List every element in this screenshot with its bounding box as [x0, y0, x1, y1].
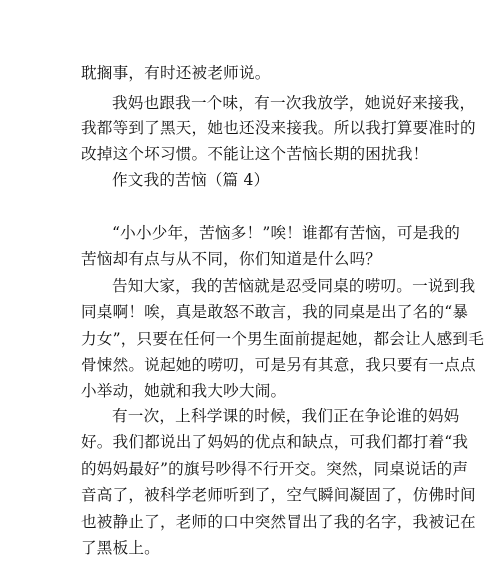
text-line: 告知大家，我的苦恼就是忍受同桌的唠叨。一说到我: [112, 277, 476, 295]
text-line: 也被静止了，老师的口中突然冒出了我的名字，我被记在: [81, 513, 476, 531]
text-line: 力女”，只要在任何一个男生面前提起她，都会让人感到毛: [81, 330, 485, 348]
text-line: 小举动，她就和我大吵大闹。: [81, 382, 287, 400]
text-line: 了黑板上。: [81, 539, 160, 557]
text-line: 的妈妈最好”的旗号吵得不行开交。突然，同桌说话的声: [81, 460, 469, 478]
section-heading: 作文我的苦恼（篇 4）: [112, 171, 270, 189]
text-line: 音高了，被科学老师听到了，空气瞬间凝固了，仿佛时间: [81, 486, 476, 504]
text-line: 有一次，上科学课的时候，我们正在争论谁的妈妈: [112, 407, 460, 425]
text-line: 我都等到了黑天，她也还没来接我。所以我打算要准时的: [81, 119, 476, 137]
text-line: 苦恼却有点与从不同，你们知道是什么吗？: [81, 250, 382, 268]
text-line: 好。我们都说出了妈妈的优点和缺点，可我们都打着“我: [81, 433, 469, 451]
text-line: 同桌啊！唉，真是敢怒不敢言，我的同桌是出了名的“暴: [81, 303, 469, 321]
text-line: 骨悚然。说起她的唠叨，可是另有其意，我只要有一点点: [81, 356, 476, 374]
text-line: 我妈也跟我一个味，有一次我放学，她说好来接我，: [112, 94, 476, 112]
text-line: 耽搁事，有时还被老师说。: [81, 64, 271, 82]
text-line: 改掉这个坏习惯。不能让这个苦恼长期的困扰我！: [81, 145, 429, 163]
text-line: “小小少年，苦恼多！”唉！谁都有苦恼，可是我的: [112, 224, 461, 242]
